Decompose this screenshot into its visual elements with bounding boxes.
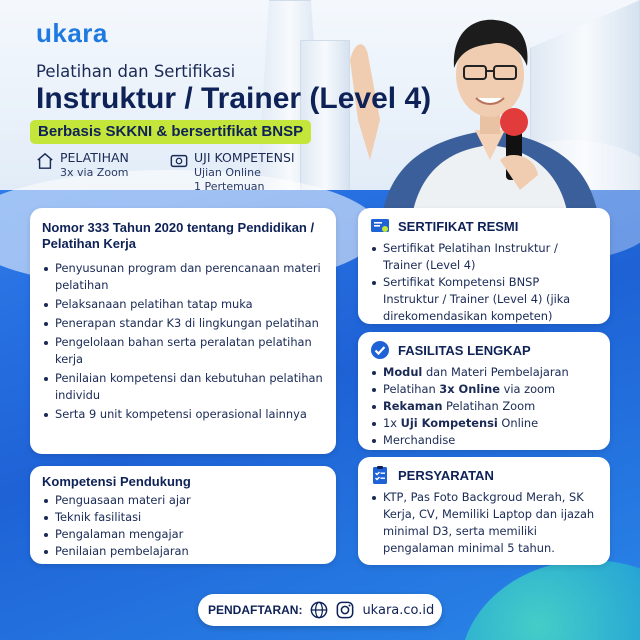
video-icon (170, 152, 188, 170)
card-title: FASILITAS LENGKAP (398, 342, 531, 358)
list-item: Sertifikat Kompetensi BNSP Instruktur / Trainer (Level 4) (jika direkomendasikan kompeten) (370, 274, 598, 325)
list-item (370, 364, 598, 381)
house-icon (36, 152, 54, 170)
list-item: Penilaian kompetensi dan kebutuhan pelatihan individu (42, 370, 324, 404)
list-item: Pengalaman mengajar (42, 526, 324, 543)
list-item: Sertifikat Pelatihan Instruktur / Trainer (Level 4) (370, 240, 598, 274)
competency-list (42, 260, 324, 423)
certificate-card (358, 208, 610, 324)
list-item: Penyusunan program dan perencanaan materi pelatihan (42, 260, 324, 294)
facility-list (370, 364, 598, 449)
globe-icon (310, 601, 328, 619)
instagram-icon (336, 601, 354, 619)
list-item (370, 381, 598, 398)
list-item: Merchandise (370, 432, 598, 449)
item-bold: Uji Kompetensi (400, 416, 498, 430)
registration-label: PENDAFTARAN: (208, 603, 303, 617)
card-title: Kompetensi Pendukung (42, 474, 191, 489)
card-title: PERSYARATAN (398, 467, 494, 483)
checklist-icon (370, 465, 390, 485)
feature-competency-test (170, 150, 295, 193)
list-item: Penguasaan materi ajar (42, 492, 324, 509)
item-text: Pelatihan Zoom (442, 399, 536, 413)
feature-title: UJI KOMPETENSI (194, 150, 295, 165)
list-item: Penerapan standar K3 di lingkungan pelatihan (42, 315, 324, 332)
accreditation-badge: Berbasis SKKNI & bersertifikat BNSP (30, 120, 311, 144)
requirement-card (358, 457, 610, 565)
feature-detail: Ujian Online (194, 166, 261, 179)
list-item: Pelaksanaan pelatihan tatap muka (42, 296, 324, 313)
feature-detail: 3x via Zoom (60, 166, 129, 179)
check-circle-icon (370, 340, 390, 360)
page-title: Instruktur / Trainer (Level 4) (36, 82, 432, 115)
item-pre: 1x (383, 416, 401, 430)
certificate-list (370, 240, 598, 325)
item-text: via zoom (499, 382, 556, 396)
feature-title: PELATIHAN (60, 150, 129, 165)
website-link[interactable]: ukara.co.id (362, 602, 435, 618)
facility-card (358, 332, 610, 450)
item-pre: Pelatihan (383, 382, 440, 396)
support-competency-card (30, 466, 336, 564)
requirement-list (370, 489, 598, 557)
list-item: KTP, Pas Foto Backgroud Merah, SK Kerja, CV, Memiliki Laptop dan ijazah minimal D3, serta memiliki pengalaman minimal 5 tahun. (370, 489, 598, 557)
item-bold: Modul (383, 365, 423, 379)
item-text: dan Materi Pembelajaran (422, 365, 569, 379)
registration-bar[interactable] (198, 594, 442, 626)
feature-training (36, 150, 129, 179)
list-item: Serta 9 unit kompetensi operasional lainnya (42, 406, 324, 423)
list-item: Penilaian pembelajaran (42, 543, 324, 560)
item-bold: 3x Online (439, 382, 500, 396)
list-item (370, 398, 598, 415)
list-item (370, 415, 598, 432)
card-title: Nomor 333 Tahun 2020 tentang Pendidikan / Pelatihan Kerja (42, 220, 315, 251)
card-title: SERTIFIKAT RESMI (398, 218, 519, 234)
competency-card (30, 208, 336, 454)
feature-detail: 1 Pertemuan (194, 180, 265, 193)
item-text: Online (497, 416, 539, 430)
list-item: Pengelolaan bahan serta peralatan pelatihan kerja (42, 334, 324, 368)
support-list (42, 492, 324, 560)
certificate-icon (370, 216, 390, 236)
item-bold: Rekaman (383, 399, 443, 413)
page-subtitle: Pelatihan dan Sertifikasi (36, 62, 236, 81)
brand-logo: ukara (36, 18, 108, 48)
list-item: Teknik fasilitasi (42, 509, 324, 526)
